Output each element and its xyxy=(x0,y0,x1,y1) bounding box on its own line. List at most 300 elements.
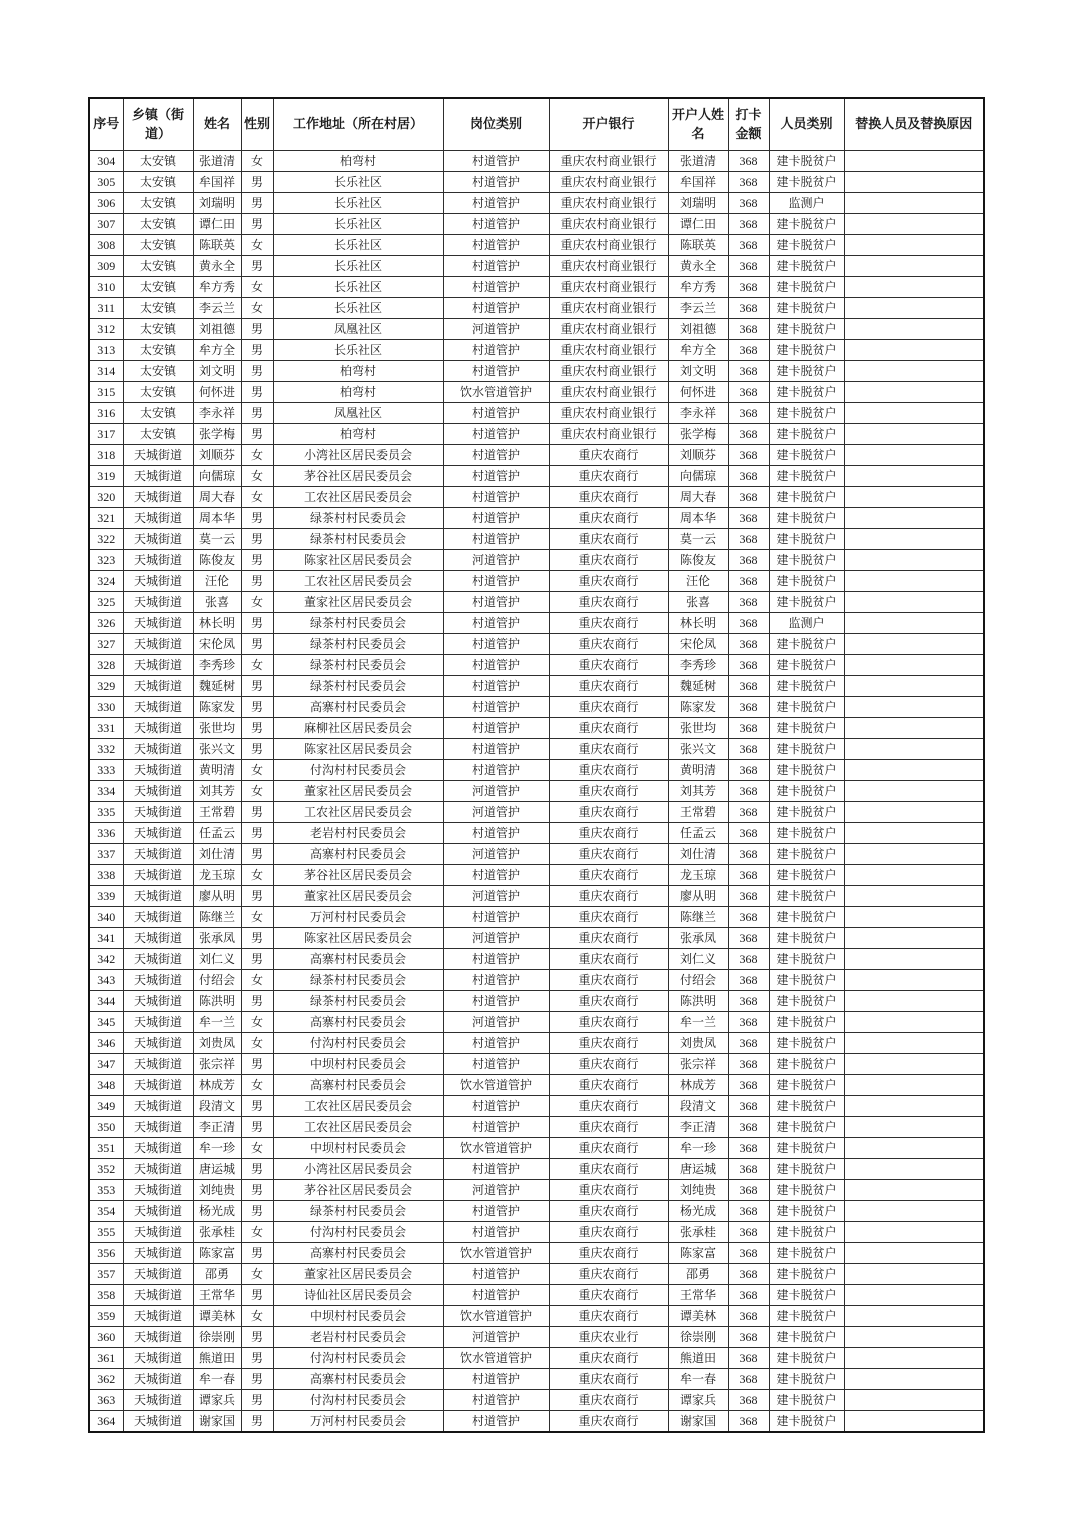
cell-account_name: 刘其芳 xyxy=(668,781,728,802)
cell-name: 陈俊友 xyxy=(193,550,241,571)
cell-amount: 368 xyxy=(728,319,769,340)
column-header-amount: 打卡金额 xyxy=(728,98,769,151)
cell-replacement xyxy=(844,319,984,340)
column-header-name: 姓名 xyxy=(193,98,241,151)
cell-position: 饮水管道管护 xyxy=(443,1306,549,1327)
cell-name: 汪伦 xyxy=(193,571,241,592)
cell-bank: 重庆农商行 xyxy=(549,445,668,466)
cell-amount: 368 xyxy=(728,571,769,592)
cell-township: 天城街道 xyxy=(123,718,193,739)
cell-position: 村道管护 xyxy=(443,865,549,886)
cell-gender: 男 xyxy=(241,1201,273,1222)
cell-position: 饮水管道管护 xyxy=(443,1075,549,1096)
cell-replacement xyxy=(844,1075,984,1096)
cell-account_name: 张宗祥 xyxy=(668,1054,728,1075)
cell-no: 355 xyxy=(89,1222,123,1243)
cell-name: 廖从明 xyxy=(193,886,241,907)
cell-position: 村道管护 xyxy=(443,445,549,466)
cell-bank: 重庆农商行 xyxy=(549,508,668,529)
table-row xyxy=(89,1390,984,1411)
cell-gender: 女 xyxy=(241,151,273,172)
cell-bank: 重庆农商行 xyxy=(549,1012,668,1033)
cell-name: 黄永全 xyxy=(193,256,241,277)
cell-name: 张世均 xyxy=(193,718,241,739)
cell-bank: 重庆农村商业银行 xyxy=(549,151,668,172)
table-row xyxy=(89,718,984,739)
table-row xyxy=(89,1159,984,1180)
cell-amount: 368 xyxy=(728,991,769,1012)
cell-gender: 男 xyxy=(241,739,273,760)
cell-replacement xyxy=(844,550,984,571)
cell-account_name: 牟一兰 xyxy=(668,1012,728,1033)
cell-account_name: 刘仁义 xyxy=(668,949,728,970)
cell-gender: 男 xyxy=(241,319,273,340)
cell-position: 村道管护 xyxy=(443,193,549,214)
table-row xyxy=(89,1369,984,1390)
cell-replacement xyxy=(844,1264,984,1285)
cell-replacement xyxy=(844,445,984,466)
cell-township: 天城街道 xyxy=(123,823,193,844)
cell-replacement xyxy=(844,529,984,550)
cell-category: 建卡脱贫户 xyxy=(769,865,844,886)
cell-no: 331 xyxy=(89,718,123,739)
cell-address: 董家社区居民委员会 xyxy=(273,886,443,907)
cell-replacement xyxy=(844,1201,984,1222)
cell-category: 建卡脱贫户 xyxy=(769,739,844,760)
cell-no: 349 xyxy=(89,1096,123,1117)
roster-table xyxy=(88,97,985,1433)
cell-amount: 368 xyxy=(728,1411,769,1433)
cell-no: 359 xyxy=(89,1306,123,1327)
cell-township: 太安镇 xyxy=(123,193,193,214)
cell-no: 352 xyxy=(89,1159,123,1180)
cell-name: 张道清 xyxy=(193,151,241,172)
cell-category: 建卡脱贫户 xyxy=(769,718,844,739)
table-row xyxy=(89,445,984,466)
cell-amount: 368 xyxy=(728,508,769,529)
cell-amount: 368 xyxy=(728,1327,769,1348)
cell-address: 凤凰社区 xyxy=(273,403,443,424)
cell-no: 356 xyxy=(89,1243,123,1264)
cell-account_name: 王常碧 xyxy=(668,802,728,823)
cell-name: 陈洪明 xyxy=(193,991,241,1012)
cell-township: 天城街道 xyxy=(123,1411,193,1433)
cell-position: 河道管护 xyxy=(443,886,549,907)
cell-category: 建卡脱贫户 xyxy=(769,1222,844,1243)
cell-position: 村道管护 xyxy=(443,529,549,550)
cell-amount: 368 xyxy=(728,403,769,424)
cell-position: 村道管护 xyxy=(443,277,549,298)
cell-position: 村道管护 xyxy=(443,592,549,613)
cell-address: 万河村村民委员会 xyxy=(273,907,443,928)
cell-amount: 368 xyxy=(728,529,769,550)
table-row xyxy=(89,928,984,949)
cell-account_name: 邵勇 xyxy=(668,1264,728,1285)
cell-amount: 368 xyxy=(728,1012,769,1033)
cell-account_name: 牟一珍 xyxy=(668,1138,728,1159)
cell-name: 段清文 xyxy=(193,1096,241,1117)
cell-account_name: 龙玉琼 xyxy=(668,865,728,886)
cell-category: 建卡脱贫户 xyxy=(769,970,844,991)
cell-name: 李秀珍 xyxy=(193,655,241,676)
cell-gender: 男 xyxy=(241,823,273,844)
cell-no: 305 xyxy=(89,172,123,193)
table-row xyxy=(89,970,984,991)
cell-township: 天城街道 xyxy=(123,949,193,970)
cell-no: 337 xyxy=(89,844,123,865)
cell-category: 建卡脱贫户 xyxy=(769,1075,844,1096)
cell-position: 村道管护 xyxy=(443,907,549,928)
cell-account_name: 周本华 xyxy=(668,508,728,529)
cell-bank: 重庆农村商业银行 xyxy=(549,340,668,361)
cell-address: 诗仙社区居民委员会 xyxy=(273,1285,443,1306)
cell-address: 绿茶村村民委员会 xyxy=(273,613,443,634)
cell-gender: 女 xyxy=(241,907,273,928)
cell-position: 村道管护 xyxy=(443,487,549,508)
table-row xyxy=(89,508,984,529)
cell-no: 327 xyxy=(89,634,123,655)
cell-gender: 男 xyxy=(241,172,273,193)
cell-no: 313 xyxy=(89,340,123,361)
cell-position: 村道管护 xyxy=(443,1096,549,1117)
cell-no: 350 xyxy=(89,1117,123,1138)
cell-account_name: 刘瑞明 xyxy=(668,193,728,214)
cell-bank: 重庆农业行 xyxy=(549,1327,668,1348)
cell-amount: 368 xyxy=(728,760,769,781)
cell-replacement xyxy=(844,1159,984,1180)
cell-name: 刘祖德 xyxy=(193,319,241,340)
cell-address: 工农社区居民委员会 xyxy=(273,487,443,508)
cell-gender: 女 xyxy=(241,298,273,319)
cell-account_name: 刘贵凤 xyxy=(668,1033,728,1054)
cell-category: 建卡脱贫户 xyxy=(769,949,844,970)
cell-name: 牟方全 xyxy=(193,340,241,361)
cell-replacement xyxy=(844,1012,984,1033)
cell-address: 柏弯村 xyxy=(273,424,443,445)
cell-amount: 368 xyxy=(728,676,769,697)
cell-account_name: 谭美林 xyxy=(668,1306,728,1327)
cell-replacement xyxy=(844,739,984,760)
cell-position: 河道管护 xyxy=(443,1180,549,1201)
cell-amount: 368 xyxy=(728,907,769,928)
cell-account_name: 牟国祥 xyxy=(668,172,728,193)
cell-township: 天城街道 xyxy=(123,1159,193,1180)
cell-account_name: 任孟云 xyxy=(668,823,728,844)
table-row xyxy=(89,1327,984,1348)
cell-category: 建卡脱贫户 xyxy=(769,907,844,928)
cell-address: 长乐社区 xyxy=(273,298,443,319)
cell-category: 建卡脱贫户 xyxy=(769,1054,844,1075)
cell-name: 刘其芳 xyxy=(193,781,241,802)
cell-name: 付绍会 xyxy=(193,970,241,991)
cell-amount: 368 xyxy=(728,970,769,991)
table-row xyxy=(89,1033,984,1054)
table-row xyxy=(89,844,984,865)
cell-category: 建卡脱贫户 xyxy=(769,1390,844,1411)
cell-township: 天城街道 xyxy=(123,529,193,550)
cell-position: 村道管护 xyxy=(443,760,549,781)
cell-no: 334 xyxy=(89,781,123,802)
cell-category: 建卡脱贫户 xyxy=(769,634,844,655)
cell-name: 刘贵凤 xyxy=(193,1033,241,1054)
table-row xyxy=(89,949,984,970)
cell-no: 357 xyxy=(89,1264,123,1285)
cell-category: 建卡脱贫户 xyxy=(769,529,844,550)
cell-amount: 368 xyxy=(728,718,769,739)
cell-name: 王常华 xyxy=(193,1285,241,1306)
cell-category: 建卡脱贫户 xyxy=(769,466,844,487)
table-row xyxy=(89,151,984,172)
cell-replacement xyxy=(844,886,984,907)
cell-amount: 368 xyxy=(728,445,769,466)
cell-no: 351 xyxy=(89,1138,123,1159)
cell-position: 村道管护 xyxy=(443,214,549,235)
cell-name: 李云兰 xyxy=(193,298,241,319)
cell-replacement xyxy=(844,802,984,823)
cell-amount: 368 xyxy=(728,865,769,886)
cell-bank: 重庆农村商业银行 xyxy=(549,193,668,214)
cell-gender: 男 xyxy=(241,1054,273,1075)
cell-replacement xyxy=(844,466,984,487)
cell-position: 饮水管道管护 xyxy=(443,1348,549,1369)
cell-name: 向儒琼 xyxy=(193,466,241,487)
cell-address: 绿茶村村民委员会 xyxy=(273,655,443,676)
cell-gender: 男 xyxy=(241,928,273,949)
cell-category: 建卡脱贫户 xyxy=(769,1159,844,1180)
cell-category: 建卡脱贫户 xyxy=(769,235,844,256)
cell-gender: 男 xyxy=(241,634,273,655)
cell-no: 309 xyxy=(89,256,123,277)
cell-no: 362 xyxy=(89,1369,123,1390)
cell-name: 谭仁田 xyxy=(193,214,241,235)
cell-gender: 女 xyxy=(241,466,273,487)
cell-name: 李永祥 xyxy=(193,403,241,424)
cell-no: 358 xyxy=(89,1285,123,1306)
cell-replacement xyxy=(844,1180,984,1201)
cell-gender: 男 xyxy=(241,1243,273,1264)
cell-bank: 重庆农村商业银行 xyxy=(549,403,668,424)
cell-category: 建卡脱贫户 xyxy=(769,760,844,781)
cell-replacement xyxy=(844,172,984,193)
cell-address: 茅谷社区居民委员会 xyxy=(273,1180,443,1201)
cell-township: 天城街道 xyxy=(123,613,193,634)
cell-address: 付沟村村民委员会 xyxy=(273,1222,443,1243)
cell-category: 建卡脱贫户 xyxy=(769,697,844,718)
column-header-no: 序号 xyxy=(89,98,123,151)
column-header-replacement: 替换人员及替换原因 xyxy=(844,98,984,151)
cell-position: 河道管护 xyxy=(443,319,549,340)
cell-amount: 368 xyxy=(728,928,769,949)
cell-address: 中坝村村民委员会 xyxy=(273,1306,443,1327)
cell-name: 李正清 xyxy=(193,1117,241,1138)
table-row xyxy=(89,1201,984,1222)
table-row xyxy=(89,256,984,277)
cell-gender: 男 xyxy=(241,214,273,235)
cell-address: 付沟村村民委员会 xyxy=(273,760,443,781)
cell-township: 天城街道 xyxy=(123,739,193,760)
cell-bank: 重庆农商行 xyxy=(549,949,668,970)
cell-amount: 368 xyxy=(728,151,769,172)
cell-replacement xyxy=(844,508,984,529)
table-header-row xyxy=(89,98,984,151)
cell-gender: 女 xyxy=(241,865,273,886)
cell-bank: 重庆农商行 xyxy=(549,1033,668,1054)
table-row xyxy=(89,1075,984,1096)
cell-bank: 重庆农商行 xyxy=(549,1054,668,1075)
cell-address: 绿茶村村民委员会 xyxy=(273,634,443,655)
cell-account_name: 陈家富 xyxy=(668,1243,728,1264)
table-row xyxy=(89,676,984,697)
table-row xyxy=(89,1285,984,1306)
cell-address: 工农社区居民委员会 xyxy=(273,802,443,823)
cell-account_name: 谭家兵 xyxy=(668,1390,728,1411)
cell-township: 天城街道 xyxy=(123,907,193,928)
cell-name: 张学梅 xyxy=(193,424,241,445)
cell-account_name: 张道清 xyxy=(668,151,728,172)
cell-position: 村道管护 xyxy=(443,1411,549,1433)
cell-gender: 男 xyxy=(241,403,273,424)
cell-address: 董家社区居民委员会 xyxy=(273,592,443,613)
cell-no: 342 xyxy=(89,949,123,970)
cell-gender: 男 xyxy=(241,508,273,529)
cell-township: 天城街道 xyxy=(123,1306,193,1327)
cell-gender: 男 xyxy=(241,571,273,592)
cell-township: 太安镇 xyxy=(123,319,193,340)
cell-position: 村道管护 xyxy=(443,1033,549,1054)
cell-category: 建卡脱贫户 xyxy=(769,928,844,949)
cell-name: 周大春 xyxy=(193,487,241,508)
cell-category: 建卡脱贫户 xyxy=(769,319,844,340)
cell-name: 刘仁义 xyxy=(193,949,241,970)
cell-amount: 368 xyxy=(728,550,769,571)
cell-amount: 368 xyxy=(728,466,769,487)
cell-township: 天城街道 xyxy=(123,571,193,592)
cell-address: 柏弯村 xyxy=(273,382,443,403)
cell-gender: 男 xyxy=(241,802,273,823)
table-row xyxy=(89,1096,984,1117)
cell-no: 348 xyxy=(89,1075,123,1096)
cell-township: 天城街道 xyxy=(123,802,193,823)
cell-amount: 368 xyxy=(728,781,769,802)
cell-gender: 男 xyxy=(241,718,273,739)
cell-address: 长乐社区 xyxy=(273,214,443,235)
cell-account_name: 向儒琼 xyxy=(668,466,728,487)
cell-category: 建卡脱贫户 xyxy=(769,1264,844,1285)
cell-replacement xyxy=(844,1285,984,1306)
cell-bank: 重庆农商行 xyxy=(549,1222,668,1243)
cell-account_name: 刘仕清 xyxy=(668,844,728,865)
cell-position: 饮水管道管护 xyxy=(443,382,549,403)
cell-township: 太安镇 xyxy=(123,298,193,319)
cell-amount: 368 xyxy=(728,298,769,319)
cell-account_name: 刘祖德 xyxy=(668,319,728,340)
cell-category: 建卡脱贫户 xyxy=(769,214,844,235)
cell-no: 304 xyxy=(89,151,123,172)
cell-no: 332 xyxy=(89,739,123,760)
cell-gender: 男 xyxy=(241,1096,273,1117)
cell-bank: 重庆农村商业银行 xyxy=(549,424,668,445)
cell-name: 陈继兰 xyxy=(193,907,241,928)
cell-gender: 男 xyxy=(241,340,273,361)
cell-gender: 女 xyxy=(241,592,273,613)
cell-account_name: 黄永全 xyxy=(668,256,728,277)
cell-address: 高寨村村民委员会 xyxy=(273,1075,443,1096)
cell-position: 村道管护 xyxy=(443,634,549,655)
cell-gender: 女 xyxy=(241,970,273,991)
cell-gender: 男 xyxy=(241,529,273,550)
cell-amount: 368 xyxy=(728,235,769,256)
cell-category: 建卡脱贫户 xyxy=(769,508,844,529)
cell-amount: 368 xyxy=(728,1243,769,1264)
table-row xyxy=(89,760,984,781)
cell-replacement xyxy=(844,781,984,802)
cell-position: 村道管护 xyxy=(443,235,549,256)
cell-gender: 女 xyxy=(241,445,273,466)
cell-address: 工农社区居民委员会 xyxy=(273,1117,443,1138)
cell-no: 336 xyxy=(89,823,123,844)
cell-account_name: 谢家国 xyxy=(668,1411,728,1433)
cell-no: 333 xyxy=(89,760,123,781)
cell-bank: 重庆农商行 xyxy=(549,634,668,655)
cell-address: 柏弯村 xyxy=(273,361,443,382)
cell-no: 341 xyxy=(89,928,123,949)
cell-bank: 重庆农商行 xyxy=(549,1411,668,1433)
cell-position: 村道管护 xyxy=(443,571,549,592)
cell-no: 316 xyxy=(89,403,123,424)
cell-name: 陈家发 xyxy=(193,697,241,718)
table-row xyxy=(89,634,984,655)
cell-amount: 368 xyxy=(728,1033,769,1054)
cell-position: 村道管护 xyxy=(443,655,549,676)
cell-amount: 368 xyxy=(728,214,769,235)
cell-name: 陈联英 xyxy=(193,235,241,256)
cell-address: 中坝村村民委员会 xyxy=(273,1138,443,1159)
cell-name: 谭美林 xyxy=(193,1306,241,1327)
cell-replacement xyxy=(844,277,984,298)
cell-position: 村道管护 xyxy=(443,1222,549,1243)
cell-address: 小湾社区居民委员会 xyxy=(273,1159,443,1180)
cell-account_name: 张兴文 xyxy=(668,739,728,760)
cell-bank: 重庆农商行 xyxy=(549,1096,668,1117)
cell-bank: 重庆农村商业银行 xyxy=(549,319,668,340)
cell-account_name: 陈继兰 xyxy=(668,907,728,928)
cell-address: 万河村村民委员会 xyxy=(273,1411,443,1433)
cell-township: 天城街道 xyxy=(123,1012,193,1033)
cell-bank: 重庆农商行 xyxy=(549,1390,668,1411)
cell-category: 建卡脱贫户 xyxy=(769,298,844,319)
cell-category: 建卡脱贫户 xyxy=(769,1012,844,1033)
cell-address: 长乐社区 xyxy=(273,193,443,214)
table-row xyxy=(89,886,984,907)
cell-replacement xyxy=(844,676,984,697)
cell-no: 354 xyxy=(89,1201,123,1222)
cell-position: 村道管护 xyxy=(443,1117,549,1138)
cell-position: 村道管护 xyxy=(443,298,549,319)
cell-position: 河道管护 xyxy=(443,844,549,865)
cell-account_name: 魏延树 xyxy=(668,676,728,697)
cell-no: 314 xyxy=(89,361,123,382)
table-row xyxy=(89,235,984,256)
cell-category: 建卡脱贫户 xyxy=(769,1096,844,1117)
cell-category: 建卡脱贫户 xyxy=(769,1138,844,1159)
cell-account_name: 张喜 xyxy=(668,592,728,613)
cell-address: 茅谷社区居民委员会 xyxy=(273,865,443,886)
cell-replacement xyxy=(844,403,984,424)
cell-bank: 重庆农村商业银行 xyxy=(549,277,668,298)
cell-bank: 重庆农商行 xyxy=(549,1201,668,1222)
cell-no: 339 xyxy=(89,886,123,907)
cell-account_name: 李云兰 xyxy=(668,298,728,319)
